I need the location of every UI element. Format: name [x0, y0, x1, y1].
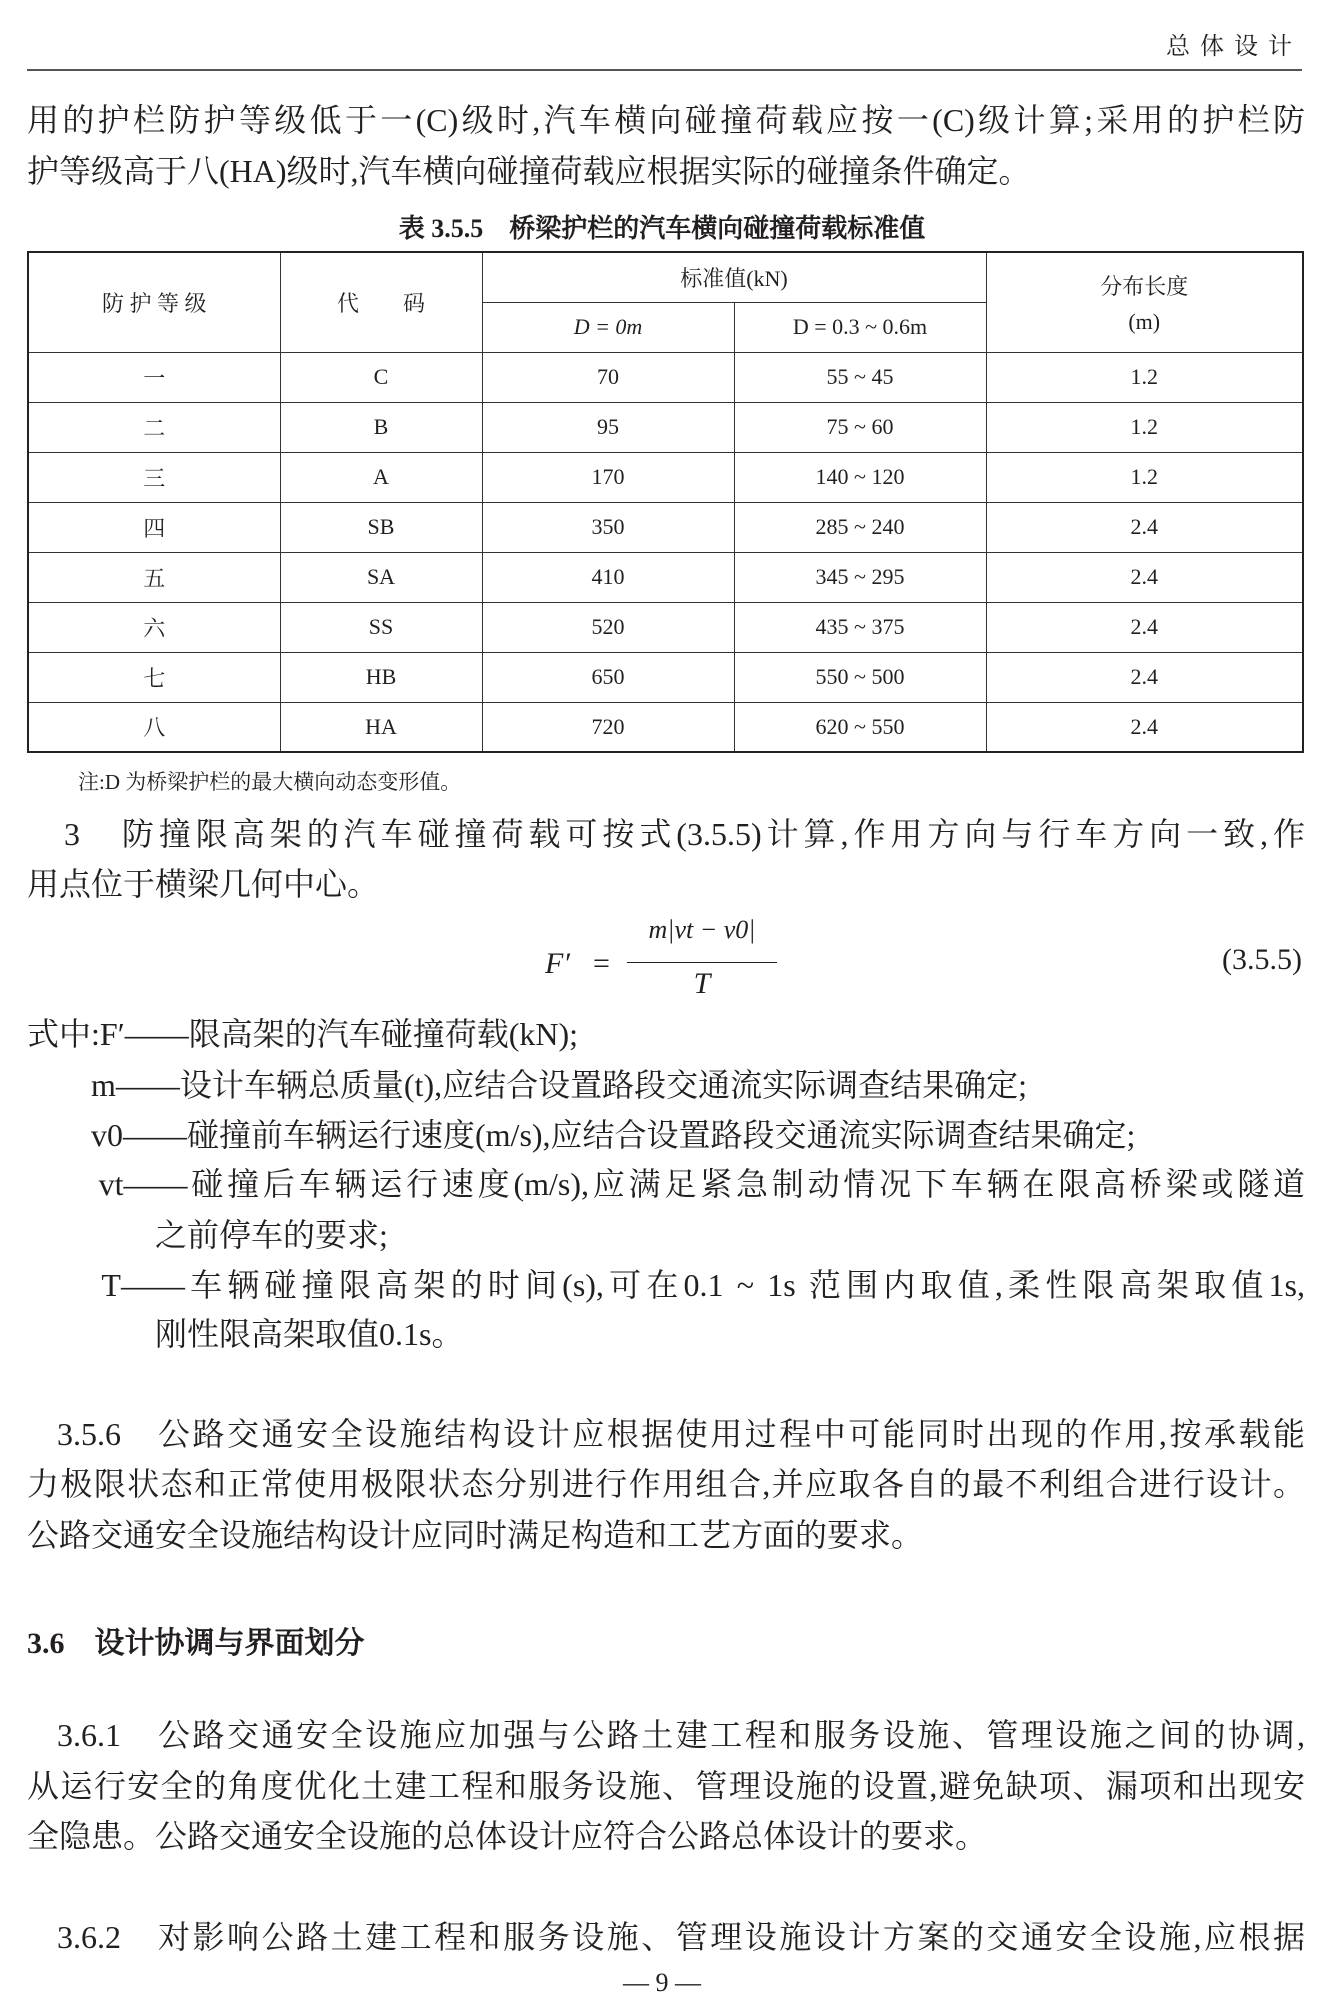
table-cell: C [280, 352, 482, 402]
table-cell: 2.4 [986, 502, 1303, 552]
formula-eq: = [593, 947, 610, 980]
formula-numerator: m|vt − v0| [648, 915, 756, 944]
item3-line: 用点位于横梁几何中心。 [27, 866, 380, 902]
table-row [28, 452, 1303, 502]
table-caption: 表 3.5.5 桥梁护栏的汽车横向碰撞荷载标准值 [398, 214, 926, 243]
table-cell: 285 ~ 240 [734, 502, 986, 552]
table-cell: 七 [28, 652, 280, 702]
table-cell: 六 [28, 602, 280, 652]
table-cell: SS [280, 602, 482, 652]
table-cell: 70 [482, 352, 734, 402]
table-row [28, 702, 1303, 752]
clause-362-line: 3.6.2 对影响公路土建工程和服务设施、管理设施设计方案的交通安全设施,应根据 [57, 1919, 1305, 1955]
table-cell: 620 ~ 550 [734, 702, 986, 752]
where-line: 式中:F′——限高架的汽车碰撞荷载(kN); [27, 1016, 579, 1052]
table-cell: 435 ~ 375 [734, 602, 986, 652]
header-rule [27, 69, 1302, 71]
formula-lhs: F′ [545, 947, 570, 980]
table-cell: 三 [28, 452, 280, 502]
table-cell: A [280, 452, 482, 502]
clause-356-line: 公路交通安全设施结构设计应同时满足构造和工艺方面的要求。 [27, 1517, 924, 1553]
table-cell: HA [280, 702, 482, 752]
clause-361-line: 全隐患。公路交通安全设施的总体设计应符合公路总体设计的要求。 [27, 1818, 988, 1854]
where-line: 之前停车的要求; [27, 1217, 388, 1253]
table-cell: 720 [482, 702, 734, 752]
table-cell: 1.2 [986, 402, 1303, 452]
header-standard: 标准值(kN) [482, 252, 986, 302]
table-cell: SB [280, 502, 482, 552]
formula-denominator: T [693, 967, 711, 1000]
table-row [28, 652, 1303, 702]
table-cell: 一 [28, 352, 280, 402]
table-cell: 四 [28, 502, 280, 552]
clause-361-line: 从运行安全的角度优化土建工程和服务设施、管理设施的设置,避免缺项、漏项和出现安 [27, 1768, 1305, 1804]
table-cell: 1.2 [986, 352, 1303, 402]
header-length-label: 分布长度 [1100, 273, 1189, 299]
table-row [28, 602, 1303, 652]
table-cell: 1.2 [986, 452, 1303, 502]
table-cell: 2.4 [986, 652, 1303, 702]
fraction-bar [627, 962, 777, 963]
clause-356-line: 力极限状态和正常使用极限状态分别进行作用组合,并应取各自的最不利组合进行设计。 [27, 1466, 1305, 1502]
table-cell: 350 [482, 502, 734, 552]
intro-line: 用的护栏防护等级低于一(C)级时,汽车横向碰撞荷载应按一(C)级计算;采用的护栏防 [27, 102, 1305, 138]
table-cell: 二 [28, 402, 280, 452]
where-line: vt——碰撞后车辆运行速度(m/s),应满足紧急制动情况下车辆在限高桥梁或隧道 [27, 1166, 1305, 1202]
table-cell: 140 ~ 120 [734, 452, 986, 502]
table-cell: 75 ~ 60 [734, 402, 986, 452]
table-cell: 520 [482, 602, 734, 652]
formula [545, 915, 785, 1015]
table-cell: 650 [482, 652, 734, 702]
table-cell: 170 [482, 452, 734, 502]
header-length [986, 252, 1303, 352]
where-line: m——设计车辆总质量(t),应结合设置路段交通流实际调查结果确定; [27, 1067, 1027, 1103]
table-cell: 2.4 [986, 702, 1303, 752]
header-length-unit: (m) [1128, 308, 1161, 334]
table-cell: 2.4 [986, 552, 1303, 602]
table-row [28, 502, 1303, 552]
page-number: — 9 — [623, 1968, 701, 1997]
table-cell: 550 ~ 500 [734, 652, 986, 702]
clause-356-line: 3.5.6 公路交通安全设施结构设计应根据使用过程中可能同时出现的作用,按承载能 [57, 1416, 1305, 1452]
equation-number: (3.5.5) [1222, 943, 1302, 976]
intro-line: 护等级高于八(HA)级时,汽车横向碰撞荷载应根据实际的碰撞条件确定。 [27, 153, 1031, 189]
clause-361-line: 3.6.1 公路交通安全设施应加强与公路土建工程和服务设施、管理设施之间的协调, [57, 1717, 1305, 1753]
table-cell: 95 [482, 402, 734, 452]
section-heading: 3.6 设计协调与界面划分 [27, 1627, 365, 1660]
table-cell: 55 ~ 45 [734, 352, 986, 402]
where-line: 刚性限高架取值0.1s。 [27, 1316, 464, 1352]
table-cell: B [280, 402, 482, 452]
table-cell: 五 [28, 552, 280, 602]
table-row [28, 402, 1303, 452]
where-line: v0——碰撞前车辆运行速度(m/s),应结合设置路段交通流实际调查结果确定; [27, 1117, 1136, 1153]
table-cell: SA [280, 552, 482, 602]
table-note: 注:D 为桥梁护栏的最大横向动态变形值。 [78, 770, 462, 794]
table-row [28, 552, 1303, 602]
table-cell: 345 ~ 295 [734, 552, 986, 602]
table-row [28, 352, 1303, 402]
header-level: 防 护 等 级 [28, 252, 280, 352]
table-cell: 2.4 [986, 602, 1303, 652]
load-table [27, 251, 1304, 753]
header-d03: D = 0.3 ~ 0.6m [734, 302, 986, 352]
header-code: 代 码 [280, 252, 482, 352]
running-header: 总体设计 [1166, 34, 1302, 60]
table-cell: 410 [482, 552, 734, 602]
header-d0: D = 0m [482, 302, 734, 352]
item3-line: 3 防撞限高架的汽车碰撞荷载可按式(3.5.5)计算,作用方向与行车方向一致,作 [27, 816, 1305, 852]
where-line: T——车辆碰撞限高架的时间(s),可在0.1 ~ 1s 范围内取值,柔性限高架取值1s, [27, 1267, 1305, 1303]
table-cell: HB [280, 652, 482, 702]
table-cell: 八 [28, 702, 280, 752]
